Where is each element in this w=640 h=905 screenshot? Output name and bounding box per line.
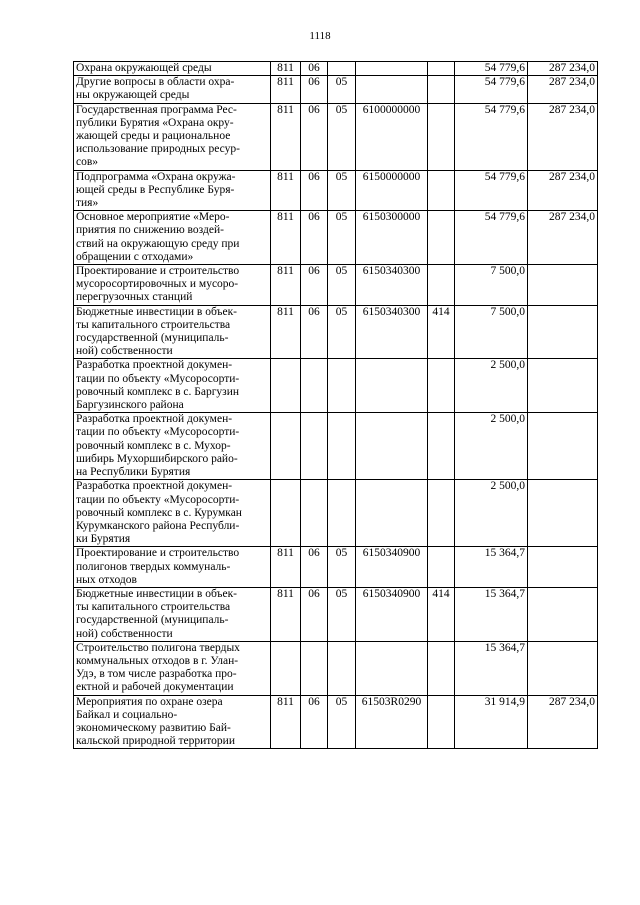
description-line: Разработка проектной докумен- (76, 413, 233, 426)
description-line: Разработка проектной докумен- (76, 359, 233, 372)
section-code-cell: 06 (301, 265, 328, 306)
target-article-cell (356, 76, 428, 103)
expense-type-cell (428, 170, 455, 211)
expense-type-cell (428, 413, 455, 480)
description-line: сов» (76, 156, 99, 169)
description-line: Проектирование и строительство (76, 265, 240, 278)
subsection-code-cell (328, 641, 356, 695)
description-cell (74, 305, 271, 359)
description-line: Проектирование и строительство (76, 547, 240, 560)
description-line: Подпрограмма «Охрана окружа- (76, 170, 236, 183)
section-code-cell: 06 (301, 547, 328, 588)
description-line: государственной (муниципаль- (76, 332, 229, 345)
section-code-cell: 06 (301, 305, 328, 359)
section-code-cell: 06 (301, 170, 328, 211)
table-row (74, 413, 598, 480)
subsection-code-cell: 05 (328, 170, 356, 211)
amount-year2-cell: 287 234,0 (528, 211, 598, 265)
description-line: Основное мероприятие «Меро- (76, 211, 230, 224)
description-line: перегрузочных станций (76, 291, 193, 304)
amount-year1-cell: 2 500,0 (455, 413, 528, 480)
table-row (74, 170, 598, 211)
table-row (74, 211, 598, 265)
target-article-cell: 6150340300 (356, 265, 428, 306)
target-article-cell: 6150340300 (356, 305, 428, 359)
amount-year2-cell (528, 587, 598, 641)
section-code-cell: 06 (301, 62, 328, 76)
section-code-cell: 06 (301, 695, 328, 749)
description-cell (74, 76, 271, 103)
target-article-cell: 6150300000 (356, 211, 428, 265)
target-article-cell (356, 413, 428, 480)
description-line: коммунальных отходов в г. Улан- (76, 654, 239, 667)
subsection-code-cell (328, 62, 356, 76)
subsection-code-cell: 05 (328, 547, 356, 588)
target-article-cell: 6100000000 (356, 103, 428, 170)
expense-type-cell (428, 76, 455, 103)
department-code-cell: 811 (271, 103, 301, 170)
subsection-code-cell: 05 (328, 305, 356, 359)
description-line: публики Бурятия «Охрана окру- (76, 116, 234, 129)
description-line: Курумканского района Республи- (76, 519, 240, 532)
department-code-cell: 811 (271, 265, 301, 306)
budget-table (73, 61, 598, 749)
section-code-cell (301, 359, 328, 413)
department-code-cell (271, 413, 301, 480)
amount-year1-cell: 7 500,0 (455, 305, 528, 359)
amount-year1-cell: 2 500,0 (455, 480, 528, 547)
amount-year2-cell (528, 265, 598, 306)
description-line: тации по объекту «Мусоросорти- (76, 372, 240, 385)
description-line: государственной (муниципаль- (76, 614, 229, 627)
department-code-cell: 811 (271, 305, 301, 359)
table-row (74, 62, 598, 76)
section-code-cell: 06 (301, 587, 328, 641)
description-cell (74, 641, 271, 695)
amount-year1-cell: 54 779,6 (455, 76, 528, 103)
target-article-cell (356, 641, 428, 695)
amount-year1-cell: 15 364,7 (455, 587, 528, 641)
expense-type-cell (428, 211, 455, 265)
description-line: использование природных ресур- (76, 143, 240, 156)
description-line: Бюджетные инвестиции в объек- (76, 305, 238, 318)
department-code-cell: 811 (271, 695, 301, 749)
section-code-cell: 06 (301, 103, 328, 170)
description-line: полигонов твердых коммуналь- (76, 560, 231, 573)
description-line: Баргузинского района (76, 399, 184, 412)
subsection-code-cell (328, 413, 356, 480)
table-row (74, 359, 598, 413)
description-line: Строительство полигона твердых (76, 641, 240, 654)
description-cell (74, 413, 271, 480)
table-row (74, 76, 598, 103)
amount-year2-cell (528, 547, 598, 588)
subsection-code-cell: 05 (328, 76, 356, 103)
table-row (74, 695, 598, 749)
description-line: Другие вопросы в области охра- (76, 76, 235, 89)
target-article-cell (356, 359, 428, 413)
amount-year1-cell: 54 779,6 (455, 211, 528, 265)
description-line: ты капитального строительства (76, 601, 231, 614)
amount-year2-cell: 287 234,0 (528, 76, 598, 103)
department-code-cell (271, 641, 301, 695)
department-code-cell: 811 (271, 587, 301, 641)
expense-type-cell (428, 695, 455, 749)
target-article-cell: 6150000000 (356, 170, 428, 211)
description-cell (74, 480, 271, 547)
amount-year1-cell: 54 779,6 (455, 103, 528, 170)
description-line: ки Бурятия (76, 533, 131, 546)
table-row (74, 547, 598, 588)
description-line: приятия по снижению воздей- (76, 224, 224, 237)
amount-year2-cell (528, 413, 598, 480)
expense-type-cell (428, 480, 455, 547)
description-line: ектной и рабочей документации (76, 681, 234, 694)
description-cell (74, 211, 271, 265)
subsection-code-cell (328, 359, 356, 413)
amount-year2-cell (528, 480, 598, 547)
description-cell (74, 170, 271, 211)
expense-type-cell: 414 (428, 587, 455, 641)
expense-type-cell (428, 62, 455, 76)
description-cell (74, 587, 271, 641)
description-line: ровочный комплекс в с. Баргузин (76, 385, 240, 398)
expense-type-cell (428, 641, 455, 695)
amount-year2-cell: 287 234,0 (528, 62, 598, 76)
target-article-cell: 61503R0290 (356, 695, 428, 749)
description-line: Байкал и социально- (76, 708, 178, 721)
description-cell (74, 265, 271, 306)
section-code-cell: 06 (301, 211, 328, 265)
description-line: ствий на окружающую среду при (76, 237, 240, 250)
amount-year2-cell (528, 359, 598, 413)
description-cell (74, 695, 271, 749)
description-line: на Республики Бурятия (76, 466, 191, 479)
target-article-cell: 6150340900 (356, 587, 428, 641)
description-line: тации по объекту «Мусоросорти- (76, 426, 240, 439)
department-code-cell (271, 359, 301, 413)
section-code-cell (301, 413, 328, 480)
subsection-code-cell: 05 (328, 103, 356, 170)
description-line: тации по объекту «Мусоросорти- (76, 493, 240, 506)
subsection-code-cell: 05 (328, 265, 356, 306)
subsection-code-cell: 05 (328, 695, 356, 749)
amount-year2-cell: 287 234,0 (528, 695, 598, 749)
amount-year1-cell: 2 500,0 (455, 359, 528, 413)
amount-year1-cell: 7 500,0 (455, 265, 528, 306)
description-line: ной) собственности (76, 627, 173, 640)
subsection-code-cell: 05 (328, 587, 356, 641)
page-number: 1118 (309, 30, 331, 42)
table-row (74, 305, 598, 359)
description-line: ровочный комплекс в с. Мухор- (76, 439, 231, 452)
target-article-cell: 6150340900 (356, 547, 428, 588)
expense-type-cell (428, 547, 455, 588)
table-row (74, 641, 598, 695)
department-code-cell: 811 (271, 62, 301, 76)
expense-type-cell (428, 359, 455, 413)
description-line: Удэ, в том числе разработка про- (76, 668, 237, 681)
description-line: Разработка проектной докумен- (76, 480, 233, 493)
amount-year2-cell: 287 234,0 (528, 170, 598, 211)
amount-year1-cell: 15 364,7 (455, 547, 528, 588)
description-line: ющей среды в Республике Буря- (76, 183, 235, 196)
department-code-cell: 811 (271, 211, 301, 265)
description-line: обращении с отходами» (76, 250, 194, 263)
description-cell (74, 359, 271, 413)
description-line: мусоросортировочных и мусоро- (76, 278, 239, 291)
section-code-cell (301, 641, 328, 695)
amount-year1-cell: 15 364,7 (455, 641, 528, 695)
department-code-cell (271, 480, 301, 547)
subsection-code-cell (328, 480, 356, 547)
description-line: Государственная программа Рес- (76, 103, 237, 116)
description-line: ны окружающей среды (76, 89, 190, 102)
table-row (74, 265, 598, 306)
description-line: Мероприятия по охране озера (76, 695, 223, 708)
expense-type-cell: 414 (428, 305, 455, 359)
description-line: шибирь Мухоршибирского райо- (76, 452, 238, 465)
description-line: экономическому развитию Бай- (76, 721, 231, 734)
description-cell (74, 547, 271, 588)
description-line: ной) собственности (76, 345, 173, 358)
description-line: Бюджетные инвестиции в объек- (76, 587, 238, 600)
description-line: ты капитального строительства (76, 318, 231, 331)
table-body (74, 62, 598, 749)
section-code-cell: 06 (301, 76, 328, 103)
amount-year2-cell (528, 641, 598, 695)
description-line: тия» (76, 197, 99, 210)
amount-year1-cell: 54 779,6 (455, 170, 528, 211)
amount-year1-cell: 31 914,9 (455, 695, 528, 749)
table-row (74, 587, 598, 641)
table-row (74, 480, 598, 547)
description-line: кальской природной территории (76, 735, 235, 748)
description-cell (74, 103, 271, 170)
expense-type-cell (428, 265, 455, 306)
description-line: жающей среды и рациональное (76, 130, 231, 143)
amount-year2-cell: 287 234,0 (528, 103, 598, 170)
subsection-code-cell: 05 (328, 211, 356, 265)
description-line: Охрана окружающей среды (76, 62, 212, 74)
amount-year1-cell: 54 779,6 (455, 62, 528, 76)
target-article-cell (356, 62, 428, 76)
department-code-cell: 811 (271, 547, 301, 588)
department-code-cell: 811 (271, 76, 301, 103)
table-row (74, 103, 598, 170)
target-article-cell (356, 480, 428, 547)
description-line: ных отходов (76, 573, 137, 586)
amount-year2-cell (528, 305, 598, 359)
description-line: ровочный комплекс в с. Курумкан (76, 506, 242, 519)
department-code-cell: 811 (271, 170, 301, 211)
description-cell (74, 62, 271, 76)
section-code-cell (301, 480, 328, 547)
expense-type-cell (428, 103, 455, 170)
